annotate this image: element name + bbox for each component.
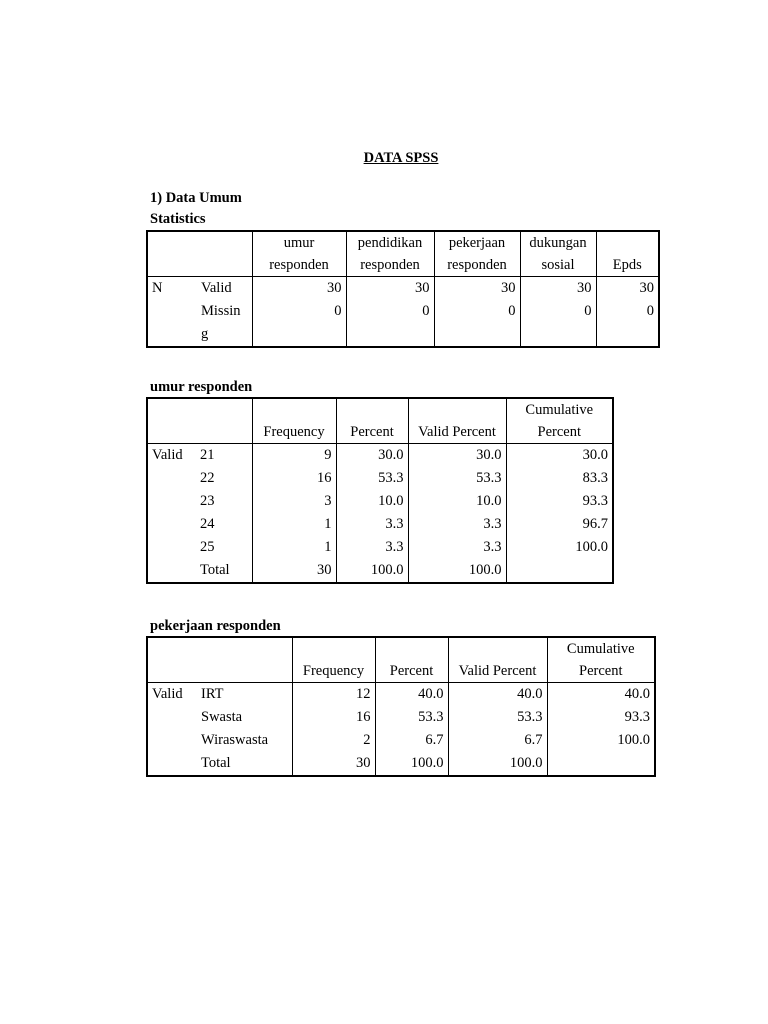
cell: 12 — [292, 683, 375, 707]
table-row — [147, 729, 655, 752]
cell: 16 — [252, 467, 336, 490]
cell: 93.3 — [582, 493, 608, 509]
cell: 10.0 — [408, 490, 506, 513]
cell: 0 — [520, 300, 596, 347]
row-label: 22 — [196, 467, 252, 490]
section-heading: 1) Data Umum — [150, 190, 242, 206]
table-row — [147, 444, 613, 468]
header-dukungan-sosial: dukungan sosial — [520, 231, 596, 277]
pekerjaan-caption: pekerjaan responden — [150, 618, 281, 634]
header-cumulative-percent: Cumulative Percent — [547, 637, 655, 683]
row-group-n: N — [152, 280, 163, 296]
cell: 30 — [520, 277, 596, 301]
cell: 40.0 — [375, 683, 448, 707]
table-row — [147, 683, 655, 707]
cell: 16 — [292, 706, 375, 729]
umur-table — [146, 397, 614, 584]
cell: 3.3 — [336, 536, 408, 559]
cell: 100.0 — [575, 539, 608, 555]
header-percent: Percent — [375, 637, 448, 683]
header-epds: Epds — [596, 231, 659, 277]
header-frequency: Frequency — [292, 637, 375, 683]
cell: 53.3 — [336, 467, 408, 490]
row-label: IRT — [197, 683, 292, 707]
row-label: Swasta — [197, 706, 292, 729]
header-percent: Percent — [336, 398, 408, 444]
cell: 83.3 — [582, 470, 608, 486]
cell: 30 — [434, 277, 520, 301]
row-label: 24 — [196, 513, 252, 536]
row-label: Total — [196, 559, 252, 583]
cell: 0 — [252, 300, 346, 347]
cell: 100.0 — [448, 752, 547, 776]
row-label: Wiraswasta — [197, 729, 292, 752]
table-row — [147, 706, 655, 729]
cell: 96.7 — [582, 516, 608, 532]
cell: 30 — [346, 277, 434, 301]
cell: 100.0 — [617, 732, 650, 748]
cell: 30.0 — [336, 444, 408, 468]
document-title: DATA SPSS — [363, 150, 439, 166]
cell: 3.3 — [408, 513, 506, 536]
table-row — [147, 752, 655, 776]
row-label: Valid — [197, 277, 252, 301]
cell: 6.7 — [375, 729, 448, 752]
statistics-caption: Statistics — [150, 211, 206, 227]
cell: 40.0 — [624, 686, 650, 702]
row-label: Missin g — [197, 300, 252, 347]
header-valid-percent: Valid Percent — [448, 637, 547, 683]
pekerjaan-table — [146, 636, 656, 777]
table-row — [147, 513, 613, 536]
row-label: 23 — [196, 490, 252, 513]
cell: 53.3 — [408, 467, 506, 490]
cell — [547, 752, 655, 776]
table-row — [147, 490, 613, 513]
cell: 100.0 — [375, 752, 448, 776]
cell: 100.0 — [408, 559, 506, 583]
cell: 30 — [252, 559, 336, 583]
cell: 53.3 — [375, 706, 448, 729]
cell: 9 — [252, 444, 336, 468]
cell: 53.3 — [448, 706, 547, 729]
cell: 30.0 — [582, 447, 608, 463]
umur-header-row — [147, 398, 613, 444]
table-row — [147, 559, 613, 583]
header-frequency: Frequency — [252, 398, 336, 444]
header-umur-responden: umur responden — [252, 231, 346, 277]
cell: 0 — [434, 300, 520, 347]
table-row — [147, 467, 613, 490]
cell: 30.0 — [408, 444, 506, 468]
header-cumulative-percent: Cumulative Percent — [506, 398, 613, 444]
cell: 6.7 — [448, 729, 547, 752]
table-row — [147, 536, 613, 559]
row-label: 21 — [196, 444, 252, 468]
cell: 3.3 — [336, 513, 408, 536]
cell: 40.0 — [448, 683, 547, 707]
table-row — [147, 300, 659, 347]
row-group-valid: Valid — [152, 447, 183, 463]
row-group-valid: Valid — [152, 686, 183, 702]
cell: 3 — [252, 490, 336, 513]
cell: 30 — [639, 280, 654, 296]
header-valid-percent: Valid Percent — [408, 398, 506, 444]
row-label: Total — [197, 752, 292, 776]
cell: 93.3 — [624, 709, 650, 725]
cell: 1 — [252, 513, 336, 536]
header-pendidikan-responden: pendidikan responden — [346, 231, 434, 277]
cell: 10.0 — [336, 490, 408, 513]
header-pekerjaan-responden: pekerjaan responden — [434, 231, 520, 277]
umur-caption: umur responden — [150, 379, 253, 395]
cell: 30 — [252, 277, 346, 301]
cell: 30 — [292, 752, 375, 776]
cell — [506, 559, 613, 583]
cell: 0 — [346, 300, 434, 347]
statistics-table — [146, 230, 660, 348]
row-label: 25 — [196, 536, 252, 559]
cell: 1 — [252, 536, 336, 559]
pekerjaan-header-row — [147, 637, 655, 683]
cell: 2 — [292, 729, 375, 752]
cell: 3.3 — [408, 536, 506, 559]
cell: 0 — [646, 303, 654, 319]
table-row — [147, 277, 659, 301]
cell: 100.0 — [336, 559, 408, 583]
statistics-header-row — [147, 231, 659, 277]
